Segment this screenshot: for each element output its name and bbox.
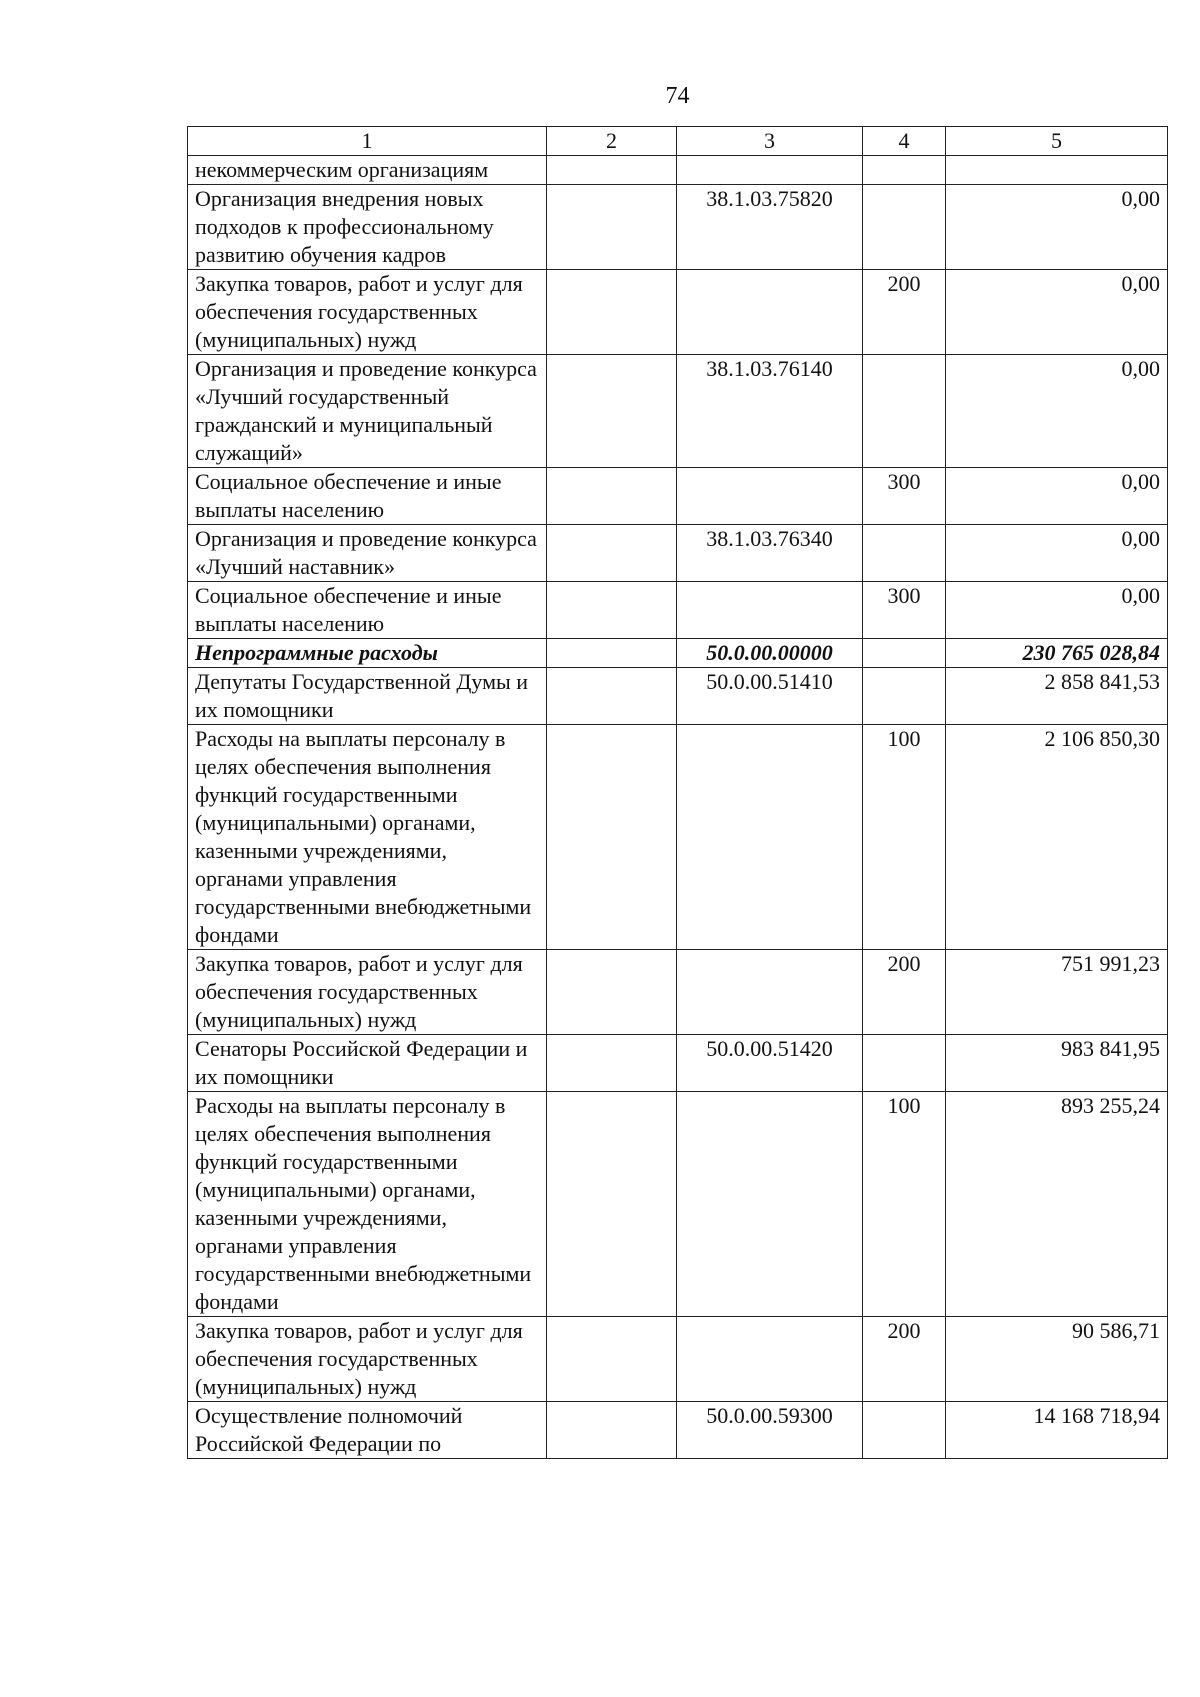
table-row — [188, 156, 1168, 185]
table-row — [188, 355, 1168, 468]
row-name-cell: Осуществление полномочий Российской Федерации по — [188, 1402, 547, 1459]
table-row — [188, 668, 1168, 725]
row-code-cell — [677, 582, 863, 639]
row-amount-cell: 90 586,71 — [946, 1317, 1168, 1402]
row-amount-cell: 0,00 — [946, 355, 1168, 468]
table-row — [188, 1402, 1168, 1459]
row-col2-cell — [547, 1035, 677, 1092]
row-col2-cell — [547, 582, 677, 639]
row-name-cell: Расходы на выплаты персоналу в целях обеспечения выполнения функций государственными (муниципальными) органами, казенными учреждениями, органами управления государственными внебюджетными фондами — [188, 725, 547, 950]
row-code-cell: 50.0.00.51410 — [677, 668, 863, 725]
table-row — [188, 950, 1168, 1035]
table-row — [188, 525, 1168, 582]
row-code-cell: 38.1.03.76340 — [677, 525, 863, 582]
row-kind-cell — [863, 668, 946, 725]
row-kind-cell: 200 — [863, 950, 946, 1035]
row-kind-cell — [863, 1402, 946, 1459]
row-code-cell: 50.0.00.00000 — [677, 639, 863, 668]
row-name-cell: Организация внедрения новых подходов к профессиональному развитию обучения кадров — [188, 185, 547, 270]
row-code-cell: 50.0.00.51420 — [677, 1035, 863, 1092]
row-col2-cell — [547, 355, 677, 468]
table-body — [188, 156, 1168, 1459]
row-amount-cell: 0,00 — [946, 468, 1168, 525]
row-kind-cell: 300 — [863, 582, 946, 639]
row-col2-cell — [547, 1402, 677, 1459]
row-name-cell: Депутаты Государственной Думы и их помощники — [188, 668, 547, 725]
budget-table — [187, 126, 1168, 1459]
column-header-4: 4 — [863, 127, 946, 156]
row-name-cell: Закупка товаров, работ и услуг для обеспечения государственных (муниципальных) нужд — [188, 1317, 547, 1402]
row-col2-cell — [547, 156, 677, 185]
table-row — [188, 468, 1168, 525]
row-kind-cell — [863, 525, 946, 582]
row-amount-cell: 0,00 — [946, 270, 1168, 355]
row-name-cell: Организация и проведение конкурса «Лучший государственный гражданский и муниципальный служащий» — [188, 355, 547, 468]
row-amount-cell: 0,00 — [946, 582, 1168, 639]
row-col2-cell — [547, 525, 677, 582]
row-amount-cell: 0,00 — [946, 185, 1168, 270]
row-amount-cell: 751 991,23 — [946, 950, 1168, 1035]
row-kind-cell — [863, 156, 946, 185]
table-row — [188, 270, 1168, 355]
row-name-cell: Сенаторы Российской Федерации и их помощники — [188, 1035, 547, 1092]
row-code-cell: 38.1.03.76140 — [677, 355, 863, 468]
row-col2-cell — [547, 725, 677, 950]
row-code-cell — [677, 468, 863, 525]
row-code-cell — [677, 725, 863, 950]
column-header-3: 3 — [677, 127, 863, 156]
row-kind-cell — [863, 1035, 946, 1092]
table-row — [188, 725, 1168, 950]
row-amount-cell — [946, 156, 1168, 185]
row-kind-cell: 200 — [863, 1317, 946, 1402]
row-name-cell: Закупка товаров, работ и услуг для обеспечения государственных (муниципальных) нужд — [188, 950, 547, 1035]
row-amount-cell: 14 168 718,94 — [946, 1402, 1168, 1459]
row-kind-cell: 300 — [863, 468, 946, 525]
row-name-cell: Социальное обеспечение и иные выплаты населению — [188, 468, 547, 525]
row-col2-cell — [547, 1317, 677, 1402]
row-name-cell: Закупка товаров, работ и услуг для обеспечения государственных (муниципальных) нужд — [188, 270, 547, 355]
row-name-cell: Непрограммные расходы — [188, 639, 547, 668]
row-code-cell: 50.0.00.59300 — [677, 1402, 863, 1459]
table-row — [188, 582, 1168, 639]
table-row — [188, 1092, 1168, 1317]
row-col2-cell — [547, 639, 677, 668]
row-code-cell — [677, 270, 863, 355]
table-row — [188, 1317, 1168, 1402]
row-amount-cell: 230 765 028,84 — [946, 639, 1168, 668]
table-row — [188, 639, 1168, 668]
row-name-cell: Социальное обеспечение и иные выплаты населению — [188, 582, 547, 639]
header-row — [188, 127, 1168, 156]
page-number: 74 — [665, 83, 690, 109]
table-row — [188, 185, 1168, 270]
row-amount-cell: 893 255,24 — [946, 1092, 1168, 1317]
row-code-cell — [677, 950, 863, 1035]
row-col2-cell — [547, 468, 677, 525]
row-amount-cell: 983 841,95 — [946, 1035, 1168, 1092]
column-header-1: 1 — [188, 127, 547, 156]
row-col2-cell — [547, 1092, 677, 1317]
row-amount-cell: 2 858 841,53 — [946, 668, 1168, 725]
row-kind-cell — [863, 355, 946, 468]
row-col2-cell — [547, 185, 677, 270]
row-code-cell — [677, 1092, 863, 1317]
column-header-2: 2 — [547, 127, 677, 156]
row-code-cell — [677, 156, 863, 185]
row-name-cell: некоммерческим организациям — [188, 156, 547, 185]
table-header — [188, 127, 1168, 156]
row-name-cell: Организация и проведение конкурса «Лучший наставник» — [188, 525, 547, 582]
row-name-cell: Расходы на выплаты персоналу в целях обеспечения выполнения функций государственными (муниципальными) органами, казенными учреждениями, органами управления государственными внебюджетными фондами — [188, 1092, 547, 1317]
column-header-5: 5 — [946, 127, 1168, 156]
row-kind-cell — [863, 185, 946, 270]
row-kind-cell: 100 — [863, 1092, 946, 1317]
table-row — [188, 1035, 1168, 1092]
row-col2-cell — [547, 270, 677, 355]
row-kind-cell: 200 — [863, 270, 946, 355]
row-kind-cell — [863, 639, 946, 668]
row-amount-cell: 2 106 850,30 — [946, 725, 1168, 950]
row-col2-cell — [547, 668, 677, 725]
row-kind-cell: 100 — [863, 725, 946, 950]
row-code-cell: 38.1.03.75820 — [677, 185, 863, 270]
row-amount-cell: 0,00 — [946, 525, 1168, 582]
row-col2-cell — [547, 950, 677, 1035]
row-code-cell — [677, 1317, 863, 1402]
